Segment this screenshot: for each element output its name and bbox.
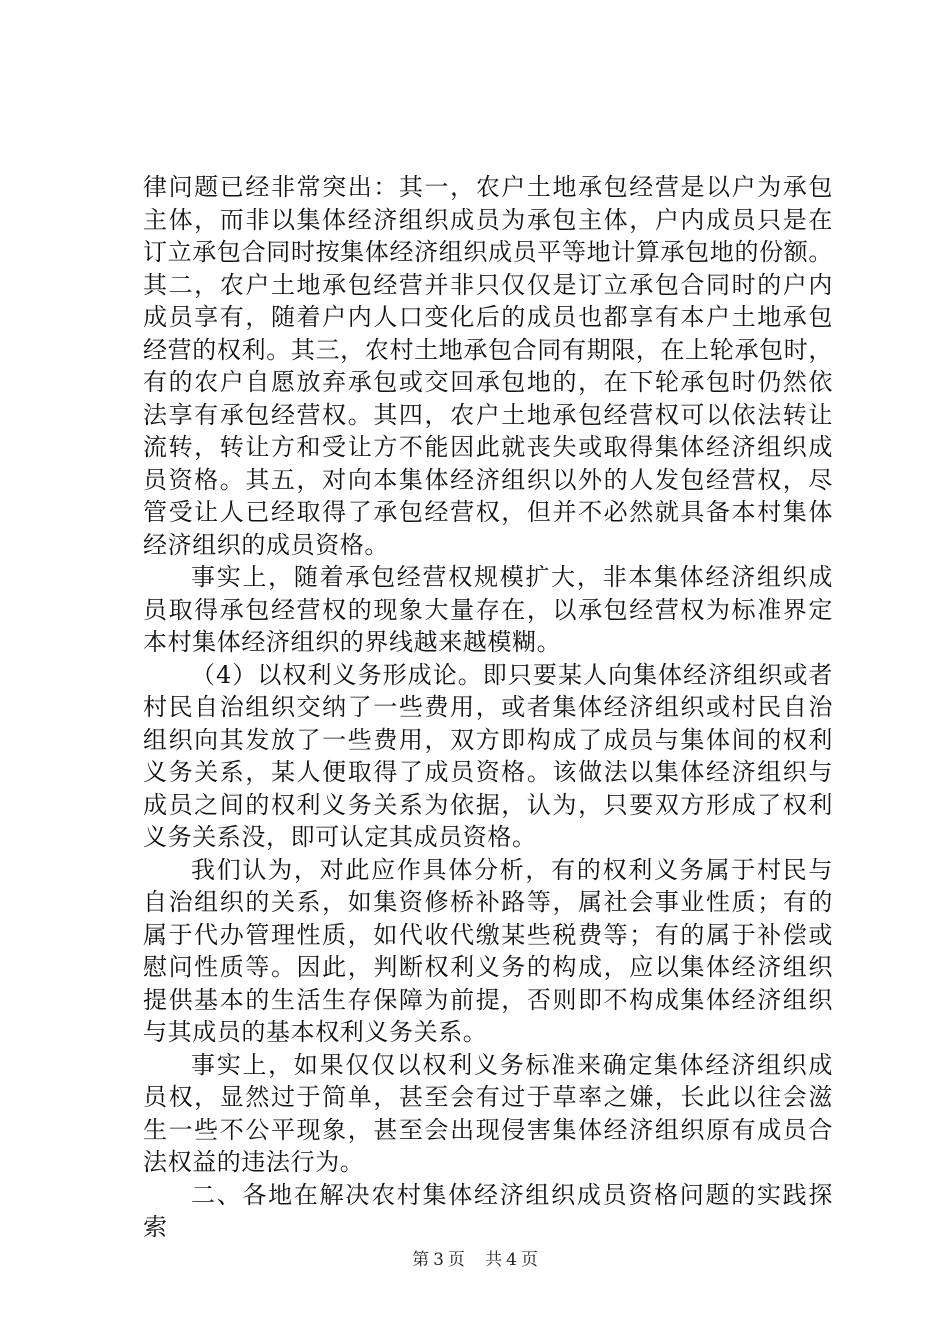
page-suffix: 页 xyxy=(447,1250,465,1270)
text-line: 与其成员的基本权利义务关系。 xyxy=(143,1018,488,1046)
text-line: 生一些不公平现象，甚至会出现侵害集体经济组织原有成员合 xyxy=(143,1115,833,1144)
text-line: 主体，而非以集体经济组织成员为承包主体，户内成员只是在 xyxy=(143,205,833,234)
text-line: 法权益的违法行为。 xyxy=(143,1148,365,1176)
total-suffix: 页 xyxy=(520,1250,538,1270)
text-line: 管受让人已经取得了承包经营权，但并不必然就具备本村集体 xyxy=(143,498,833,526)
text-line: 其二，农户土地承包经营并非只仅仅是订立承包合同时的户内 xyxy=(143,270,833,299)
text-line: 提供基本的生活生存保障为前提，否则即不构成集体经济组织 xyxy=(143,985,833,1014)
text-line: 组织向其发放了一些费用，双方即构成了成员与集体间的权利 xyxy=(143,725,833,754)
text-line: 事实上，如果仅仅以权利义务标准来确定集体经济组织成 xyxy=(191,1050,833,1079)
page-footer xyxy=(0,1248,950,1272)
text-line: 索 xyxy=(143,1213,168,1241)
total-pages: 4 xyxy=(506,1250,517,1270)
text-line: 属于代办管理性质，如代收代缴某些税费等；有的属于补偿或 xyxy=(143,920,833,949)
text-line: 有的农户自愿放弃承包或交回承包地的，在下轮承包时仍然依 xyxy=(143,368,833,396)
text-line: 慰问性质等。因此，判断权利义务的构成，应以集体经济组织 xyxy=(143,953,833,981)
page-prefix: 第 xyxy=(412,1250,430,1270)
text-line: 经济组织的成员资格。 xyxy=(143,530,389,559)
text-line: 二、各地在解决农村集体经济组织成员资格问题的实践探 xyxy=(191,1180,833,1209)
text-line: 义务关系没，即可认定其成员资格。 xyxy=(143,823,537,851)
page-number: 3 xyxy=(433,1250,444,1270)
text-line: 员取得承包经营权的现象大量存在，以承包经营权为标准界定 xyxy=(143,595,833,624)
text-line: 成员享有，随着户内人口变化后的成员也都享有本户土地承包 xyxy=(143,303,833,331)
text-line: 义务关系，某人便取得了成员资格。该做法以集体经济组织与 xyxy=(143,758,833,786)
total-prefix: 共 xyxy=(485,1250,503,1270)
text-line: 流转，转让方和受让方不能因此就丧失或取得集体经济组织成 xyxy=(143,433,833,461)
text-line: 员资格。其五，对向本集体经济组织以外的人发包经营权，尽 xyxy=(143,465,833,494)
text-line: 自治组织的关系，如集资修桥补路等，属社会事业性质；有的 xyxy=(143,888,833,916)
text-line: 事实上，随着承包经营权规模扩大，非本集体经济组织成 xyxy=(191,563,833,591)
text-line: 订立承包合同时按集体经济组织成员平等地计算承包地的份额。 xyxy=(143,238,833,266)
text-line: 法享有承包经营权。其四，农户土地承包经营权可以依法转让 xyxy=(143,400,833,429)
text-line: 经营的权利。其三，农村土地承包合同有期限，在上轮承包时， xyxy=(143,335,833,364)
text-line: 我们认为，对此应作具体分析，有的权利义务属于村民与 xyxy=(191,855,833,884)
text-line: 成员之间的权利义务关系为依据，认为，只要双方形成了权利 xyxy=(143,790,833,819)
text-line: （4）以权利义务形成论。即只要某人向集体经济组织或者 xyxy=(191,660,833,689)
document-body xyxy=(143,171,833,1244)
text-line: 员权，显然过于简单，甚至会有过于草率之嫌，长此以往会滋 xyxy=(143,1083,833,1111)
text-line: 本村集体经济组织的界线越来越模糊。 xyxy=(143,628,562,656)
text-line: 村民自治组织交纳了一些费用，或者集体经济组织或村民自治 xyxy=(143,693,833,721)
text-line: 律问题已经非常突出：其一，农户土地承包经营是以户为承包 xyxy=(143,173,833,201)
